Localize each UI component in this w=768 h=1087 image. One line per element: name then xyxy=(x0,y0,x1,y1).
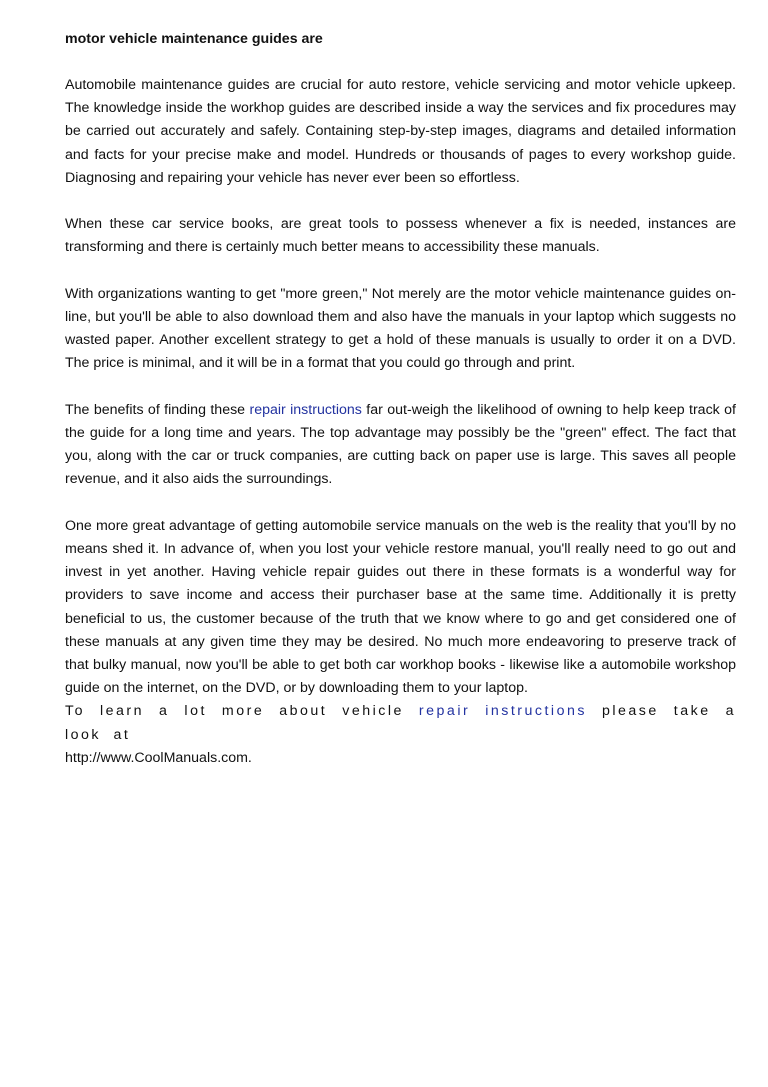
paragraph-1: Automobile maintenance guides are crucial for auto restore, vehicle servicing and motor vehicle upkeep. The knowledge inside the workhop guides are described inside a way the services and fix procedures may be carried out accurately and safely. Containing step-by-step images, diagrams and detailed information and facts for your precise make and model. Hundreds or thousands of pages to every workshop guide. Diagnosing and repairing your vehicle has never ever been so effortless. xyxy=(65,77,736,186)
paragraph-3: With organizations wanting to get "more green," Not merely are the motor vehicle maintenance guides on-line, but you'll be able to also download them and also have the manuals in your laptop which suggests no wasted paper. Another excellent strategy to get a hold of these manuals is usually to order it on a DVD. The price is minimal, and it will be in a format that you could go through and print. xyxy=(65,285,736,372)
document-title: motor vehicle maintenance guides are xyxy=(65,31,323,47)
repair-instructions-link[interactable]: repair instructions xyxy=(249,401,362,418)
coolmanuals-url: http://www.CoolManuals.com. xyxy=(65,749,252,766)
paragraph-5: One more great advantage of getting automobile service manuals on the web is the reality that you'll by no means shed it. In advance of, when you lost your vehicle restore manual, you'll really need to go out and invest in yet another. Having vehicle repair guides out there in these formats is a wonderful way for providers to save income and access their purchaser base at the same time. Additionally it is pretty beneficial to us, the customer because of the truth that we know where to go and get considered one of these manuals at any given time they may be desired. No much more endeavoring to preserve track of that bulky manual, now you'll be able to get both car workhop books - likewise like a automobile workshop guide on the internet, on the DVD, or by downloading them to your laptop. xyxy=(65,517,736,697)
repair-instructions-link-2[interactable]: repair instructions xyxy=(418,703,587,720)
paragraph-6 xyxy=(65,700,736,770)
paragraph-4 xyxy=(65,399,736,492)
document-page xyxy=(65,28,736,770)
paragraph-4-text-before: The benefits of finding these xyxy=(65,401,250,418)
paragraph-6-text-after: please take a look at xyxy=(65,703,736,743)
paragraph-2: When these car service books, are great tools to possess whenever a fix is needed, instances are transforming and there is certainly much better means to accessibility these manuals. xyxy=(65,216,736,256)
paragraph-4-text-after: far out-weigh the likelihood of owning to help keep track of the guide for a long time and years. The top advantage may possibly be the "green" effect. The fact that you, along with the car or truck companies, are cutting back on paper use is large. This saves all people revenue, and it also aids the surroundings. xyxy=(65,401,736,488)
paragraph-6-text-before: To learn a lot more about vehicle xyxy=(65,703,419,720)
